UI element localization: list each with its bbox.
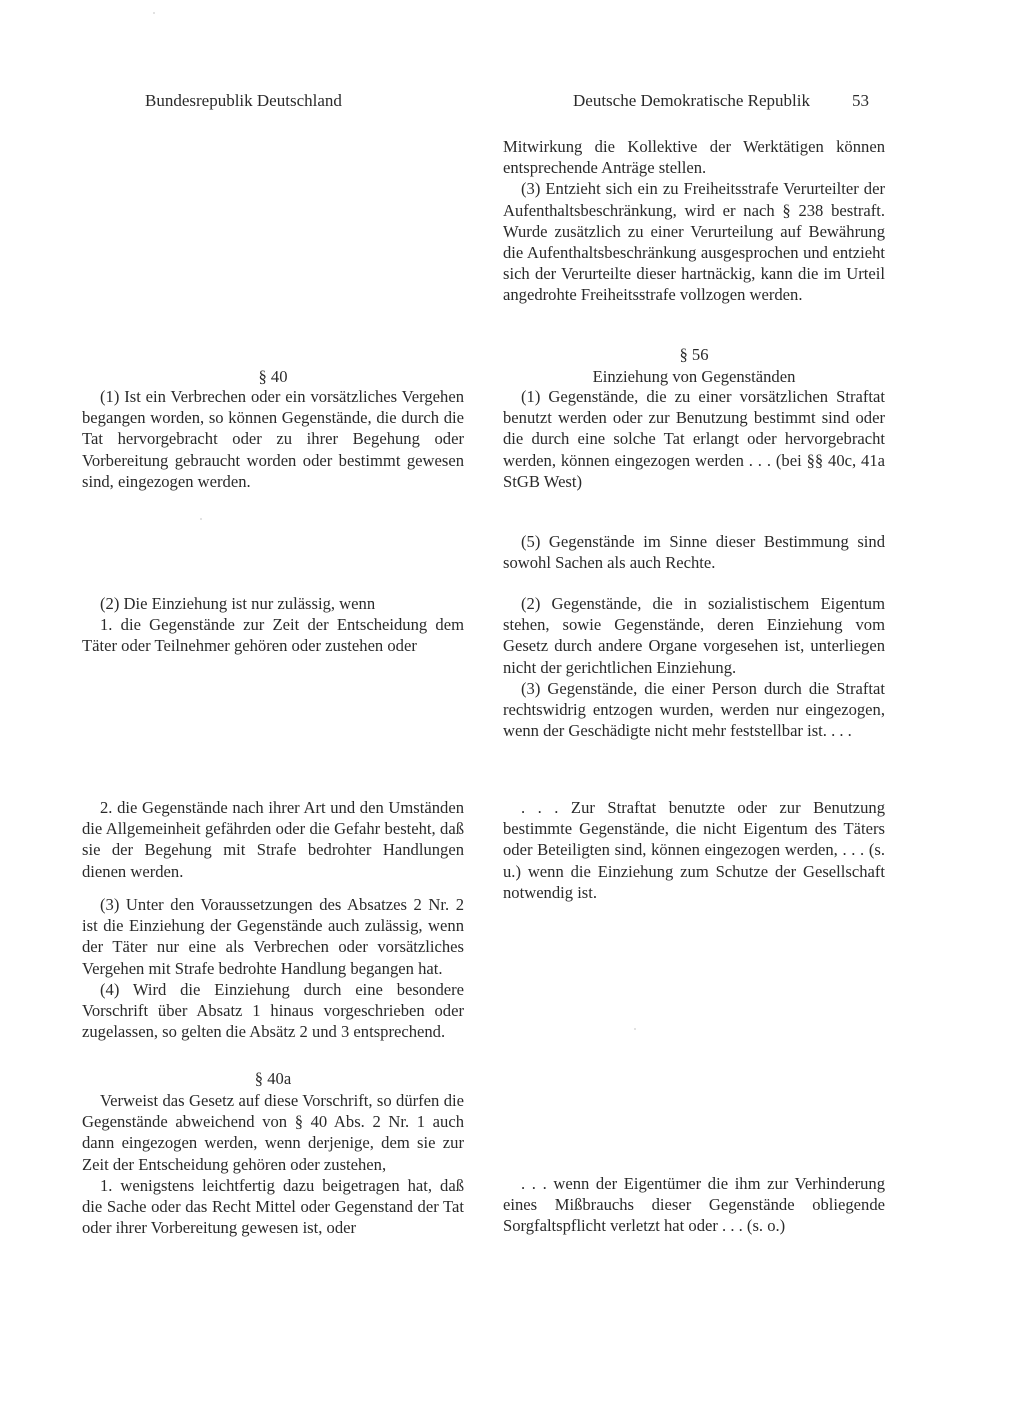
section-40-para-1	[82, 386, 464, 492]
paragraph: (3) Unter den Voraussetzungen des Absatzes 2 Nr. 2 ist die Einziehung der Gegenstände auch zulässig, wenn der Täter nur eine als Verbrechen oder vorsätzliches Vergehen mit Strafe bedrohte Handlung begangen hat.	[82, 895, 464, 978]
paragraph: Verweist das Gesetz auf diese Vorschrift, so dürfen die Gegenstände abweichend von § 40 Abs. 2 Nr. 1 auch dann eingezogen werden, wenn derjenige, dem sie zur Zeit der Entscheidung gehören oder zustehen,	[82, 1091, 464, 1174]
list-item: 1. die Gegenstände zur Zeit der Entscheidung dem Täter oder Teilnehmer gehören oder zustehen oder	[82, 615, 464, 656]
right-continuation-block	[503, 136, 885, 306]
section-title-56: Einziehung von Gegenständen	[592, 367, 796, 386]
header-right-title: Deutsche Demokratische Republik	[573, 91, 810, 110]
header-left-title: Bundesrepublik Deutschland	[145, 91, 342, 110]
paragraph: (5) Gegenstände im Sinne dieser Bestimmung sind sowohl Sachen als auch Rechte.	[503, 532, 885, 573]
paragraph: . . . Zur Straftat benutzte oder zur Benutzung bestimmte Gegenstände, die nicht Eigentum des Täters oder Beteiligten sind, können eingezogen werden, . . . (s. u.) wenn die Einziehung zum Schutze der Gesellschaft notwendig ist.	[503, 798, 885, 902]
section-40-para-2	[82, 593, 464, 657]
paragraph: (1) Ist ein Verbrechen oder ein vorsätzliches Vergehen begangen worden, so können Gegenstände, die durch die Tat hervorgebracht oder zu ihrer Begehung oder Vorbereitung gebraucht worden oder bestimmt gewesen sind, eingezogen werden.	[82, 387, 464, 491]
list-item: 2. die Gegenstände nach ihrer Art und den Umständen die Allgemeinheit gefährden oder die Gefahr besteht, daß sie der Begehung mit Strafe bedrohter Handlungen dienen werden.	[82, 798, 464, 881]
paragraph: (4) Wird die Einziehung durch eine besondere Vorschrift über Absatz 1 hinaus vorgeschrieben oder zugelassen, so gelten die Absätz 2 und 3 entsprechend.	[82, 979, 464, 1042]
paragraph: (2) Die Einziehung ist nur zulässig, wenn	[100, 594, 376, 613]
paragraph: . . . wenn der Eigentümer die ihm zur Verhinderung eines Mißbrauchs dieser Gegenstände obliegende Sorgfaltspflicht verletzt hat oder . . . (s. o.)	[503, 1174, 885, 1236]
section-40-para-2-item-2	[82, 797, 464, 882]
list-item: 1. wenigstens leichtfertig dazu beigetragen hat, daß die Sache oder das Recht Mittel oder Gegenstand der Tat oder ihrer Vorbereitung gewesen ist, oder	[82, 1175, 464, 1238]
section-heading-40: § 40	[258, 367, 288, 386]
paragraph: (3) Gegenstände, die einer Person durch die Straftat rechtswidrig entzogen wurden, werden nur eingezogen, wenn der Geschädigte nicht mehr feststellbar ist. . . .	[503, 678, 885, 741]
section-56-para-5	[503, 531, 885, 573]
scan-speck	[200, 518, 202, 520]
section-56-continuation-2	[503, 1173, 885, 1237]
page-number: 53	[852, 91, 869, 110]
scan-speck	[634, 1028, 636, 1030]
section-40-para-3-4	[82, 894, 464, 1042]
paragraph: (3) Entzieht sich ein zu Freiheitsstrafe Verurteilter der Aufenthaltsbeschränkung, wird er nach § 238 bestraft. Wurde zusätzlich zu einer Verurteilung auf Bewährung die Aufenthaltsbeschränkung ausgesprochen und entzieht sich der Verurteilte dieser hartnäckig, kann die im Urteil angedrohte Freiheitsstrafe vollzogen werden.	[503, 179, 885, 305]
section-56-continuation-1	[503, 797, 885, 903]
section-40a-body	[82, 1090, 464, 1238]
paragraph: Mitwirkung die Kollektive der Werktätigen können entsprechende Anträge stellen.	[503, 137, 885, 178]
scan-speck	[153, 12, 155, 14]
section-heading-40a: § 40a	[254, 1069, 292, 1088]
paragraph: (2) Gegenstände, die in sozialistischem Eigentum stehen, sowie Gegenstände, deren Einziehung vom Gesetz durch andere Organe vorgesehen ist, unterliegen nicht der gerichtlichen Einziehung.	[503, 594, 885, 677]
section-heading-56: § 56	[679, 345, 709, 364]
paragraph: (1) Gegenstände, die zu einer vorsätzlichen Straftat benutzt werden oder zur Benutzung bestimmt sind oder die durch eine solche Tat erlangt oder hervorgebracht werden, können eingezogen werden . . . (bei §§ 40c, 41a StGB West)	[503, 387, 885, 491]
section-56-para-2-3	[503, 593, 885, 741]
section-56-para-1	[503, 386, 885, 492]
